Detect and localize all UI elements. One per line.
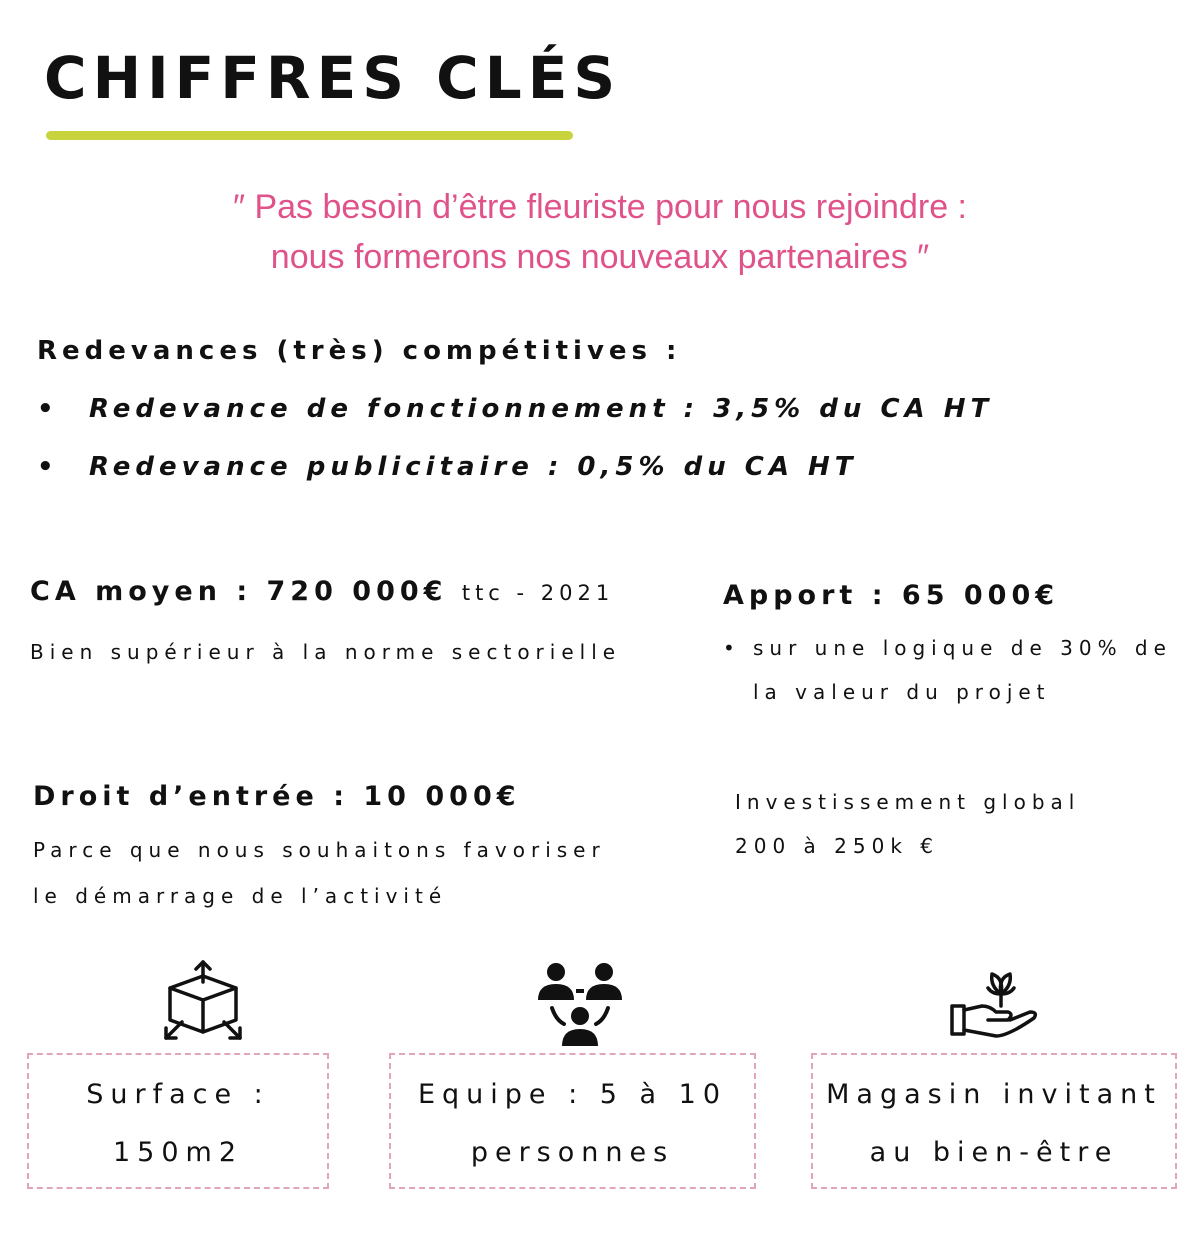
apport-note-line-1 (723, 636, 1172, 660)
page-title: CHIFFRES CLÉS (44, 44, 622, 112)
apport-heading: Apport : 65 000€ (723, 580, 1060, 611)
droit-entree-heading: Droit d’entrée : 10 000€ (33, 781, 521, 812)
feature-card-line-2: personnes (470, 1137, 675, 1168)
feature-card-line-2: 150m2 (112, 1137, 243, 1168)
feature-card-line-1: Magasin invitant (826, 1079, 1162, 1110)
feature-card-surface (27, 1053, 329, 1189)
quote-line-2: nous formerons nos nouveaux partenaires ″ (270, 238, 930, 276)
feature-card-equipe (389, 1053, 756, 1189)
team-icon (534, 958, 626, 1048)
redevance-item-publicitaire (37, 452, 858, 482)
feature-card-magasin (811, 1053, 1177, 1189)
droit-entree-note-line-1: Parce que nous souhaitons favoriser (33, 838, 606, 862)
redevance-item-fonctionnement (37, 394, 993, 424)
hand-plant-icon (948, 966, 1040, 1042)
ca-moyen-heading (30, 576, 614, 607)
redevance-item-text: Redevance publicitaire : 0,5% du CA HT (89, 452, 858, 482)
cube-arrows-icon (160, 958, 246, 1044)
feature-card-line-2: au bien-être (869, 1137, 1119, 1168)
quote-line-1: ″ Pas besoin d’être fleuriste pour nous rejoindre : (232, 188, 967, 226)
ca-moyen-note: Bien supérieur à la norme sectorielle (30, 640, 622, 664)
redevance-item-text: Redevance de fonctionnement : 3,5% du CA HT (89, 394, 994, 424)
droit-entree-note-line-2: le démarrage de l’activité (33, 884, 448, 908)
redevances-heading: Redevances (très) compétitives : (37, 336, 682, 366)
bullet-icon: • (37, 452, 59, 482)
ca-moyen-suffix: ttc - 2021 (461, 581, 615, 605)
ca-moyen-label: CA moyen : 720 000€ (30, 576, 448, 607)
bullet-icon: • (37, 394, 59, 424)
investissement-line-1: Investissement global (735, 790, 1081, 814)
apport-note-text: sur une logique de 30% de (753, 636, 1172, 660)
feature-card-line-1: Surface : (86, 1079, 270, 1110)
title-underline (46, 131, 573, 140)
feature-card-line-1: Equipe : 5 à 10 (417, 1079, 728, 1110)
bullet-icon: • (723, 636, 735, 660)
investissement-line-2: 200 à 250k € (735, 834, 939, 858)
apport-note-line-2: la valeur du projet (753, 680, 1051, 704)
